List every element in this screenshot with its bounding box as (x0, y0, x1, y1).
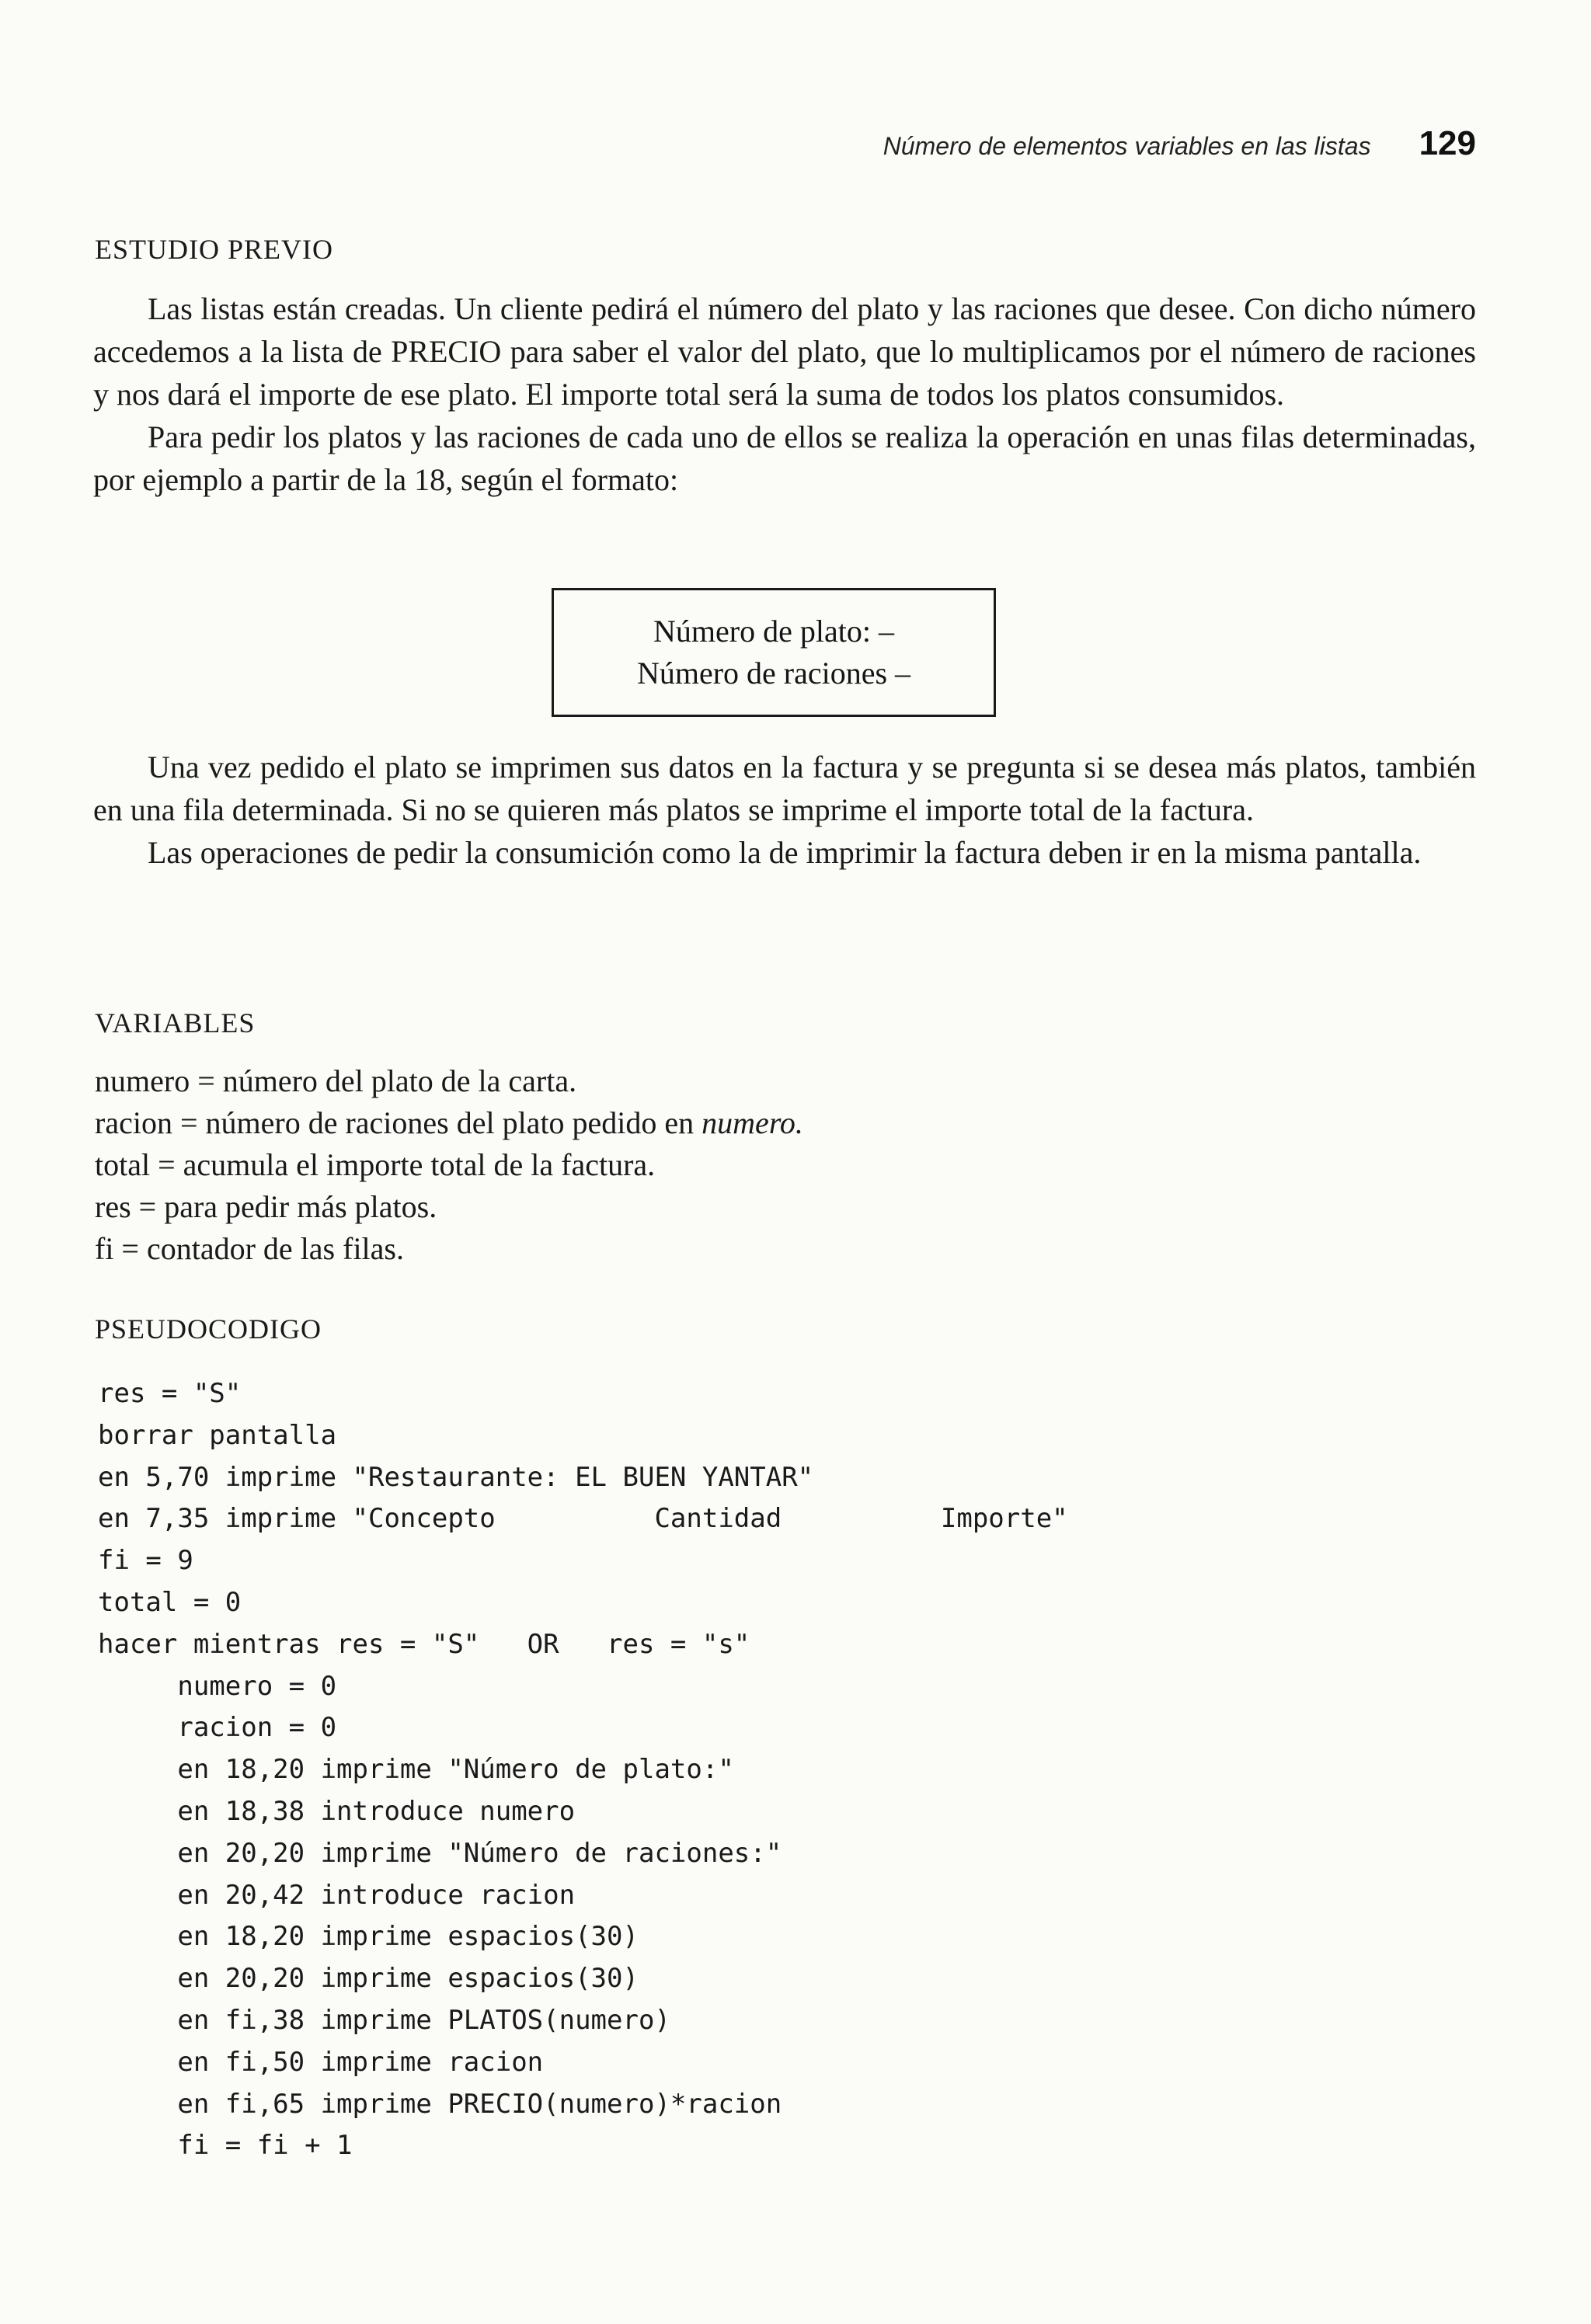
code-line: fi = fi + 1 (98, 2130, 353, 2162)
estudio-previo-body (93, 287, 1476, 501)
variables-list (95, 1060, 803, 1270)
code-line: racion = 0 (98, 1712, 337, 1744)
paragraph-1: Las listas están creadas. Un cliente pedirá el número del plato y las raciones que desee. Con dicho número accedemos a la lista de PRECIO para saber el valor del plato, que lo multiplicamos por el número de raciones y nos dará el importe de ese plato. El importe total será la suma de todos los platos consumidos. (93, 291, 1476, 412)
code-line: en 20,42 introduce racion (98, 1879, 576, 1911)
format-line-raciones: Número de raciones – (636, 656, 911, 691)
variable-fi: fi = contador de las filas. (95, 1231, 404, 1266)
code-line: en 20,20 imprime "Número de raciones:" (98, 1837, 782, 1869)
code-line: fi = 9 (98, 1545, 193, 1577)
page-number: 129 (1419, 124, 1476, 162)
variable-racion: racion = número de raciones del plato pedido en numero. (95, 1105, 803, 1140)
code-line: en 20,20 imprime espacios(30) (98, 1963, 639, 1995)
code-line: en fi,65 imprime PRECIO(numero)*racion (98, 2088, 782, 2120)
code-line: en 5,70 imprime "Restaurante: EL BUEN YANTAR" (98, 1461, 814, 1493)
code-line: en 18,20 imprime "Número de plato:" (98, 1754, 734, 1786)
code-line: numero = 0 (98, 1670, 337, 1702)
pseudocode-block (98, 1373, 1068, 2167)
format-line-plato: Número de plato: – (653, 614, 894, 649)
code-line: en 18,38 introduce numero (98, 1795, 576, 1827)
paragraph-3: Una vez pedido el plato se imprimen sus datos en la factura y se pregunta si se desea más platos, también en una fila determinada. Si no se quieren más platos se imprime el importe total de la factura. (93, 750, 1476, 827)
paragraph-2: Para pedir los platos y las raciones de cada uno de ellos se realiza la operación en unas filas determinadas, por ejemplo a partir de la 18, según el formato: (93, 419, 1476, 497)
code-line: en 7,35 imprime "Concepto Cantidad Importe" (98, 1503, 1068, 1535)
code-line: en fi,38 imprime PLATOS(numero) (98, 2004, 670, 2036)
variable-total: total = acumula el importe total de la factura. (95, 1147, 656, 1182)
page-header (761, 124, 1476, 171)
pseudocodigo-heading: PSEUDOCODIGO (95, 1313, 322, 1345)
variable-numero: numero = número del plato de la carta. (95, 1063, 577, 1098)
code-line: res = "S" (98, 1378, 242, 1409)
paragraph-4: Las operaciones de pedir la consumición como la de imprimir la factura deben ir en la misma pantalla. (148, 835, 1422, 870)
code-line: total = 0 (98, 1586, 242, 1618)
running-title: Número de elementos variables en las listas (883, 132, 1371, 160)
code-line: hacer mientras res = "S" OR res = "s" (98, 1628, 750, 1660)
variables-heading: VARIABLES (95, 1007, 256, 1038)
code-line: en 18,20 imprime espacios(30) (98, 1921, 639, 1953)
estudio-previo-heading: ESTUDIO PREVIO (95, 234, 333, 265)
variable-res: res = para pedir más platos. (95, 1189, 437, 1224)
code-line: en fi,50 imprime racion (98, 2046, 544, 2078)
code-line: borrar pantalla (98, 1419, 337, 1451)
estudio-previo-body-2 (93, 746, 1476, 874)
format-box (552, 588, 996, 717)
